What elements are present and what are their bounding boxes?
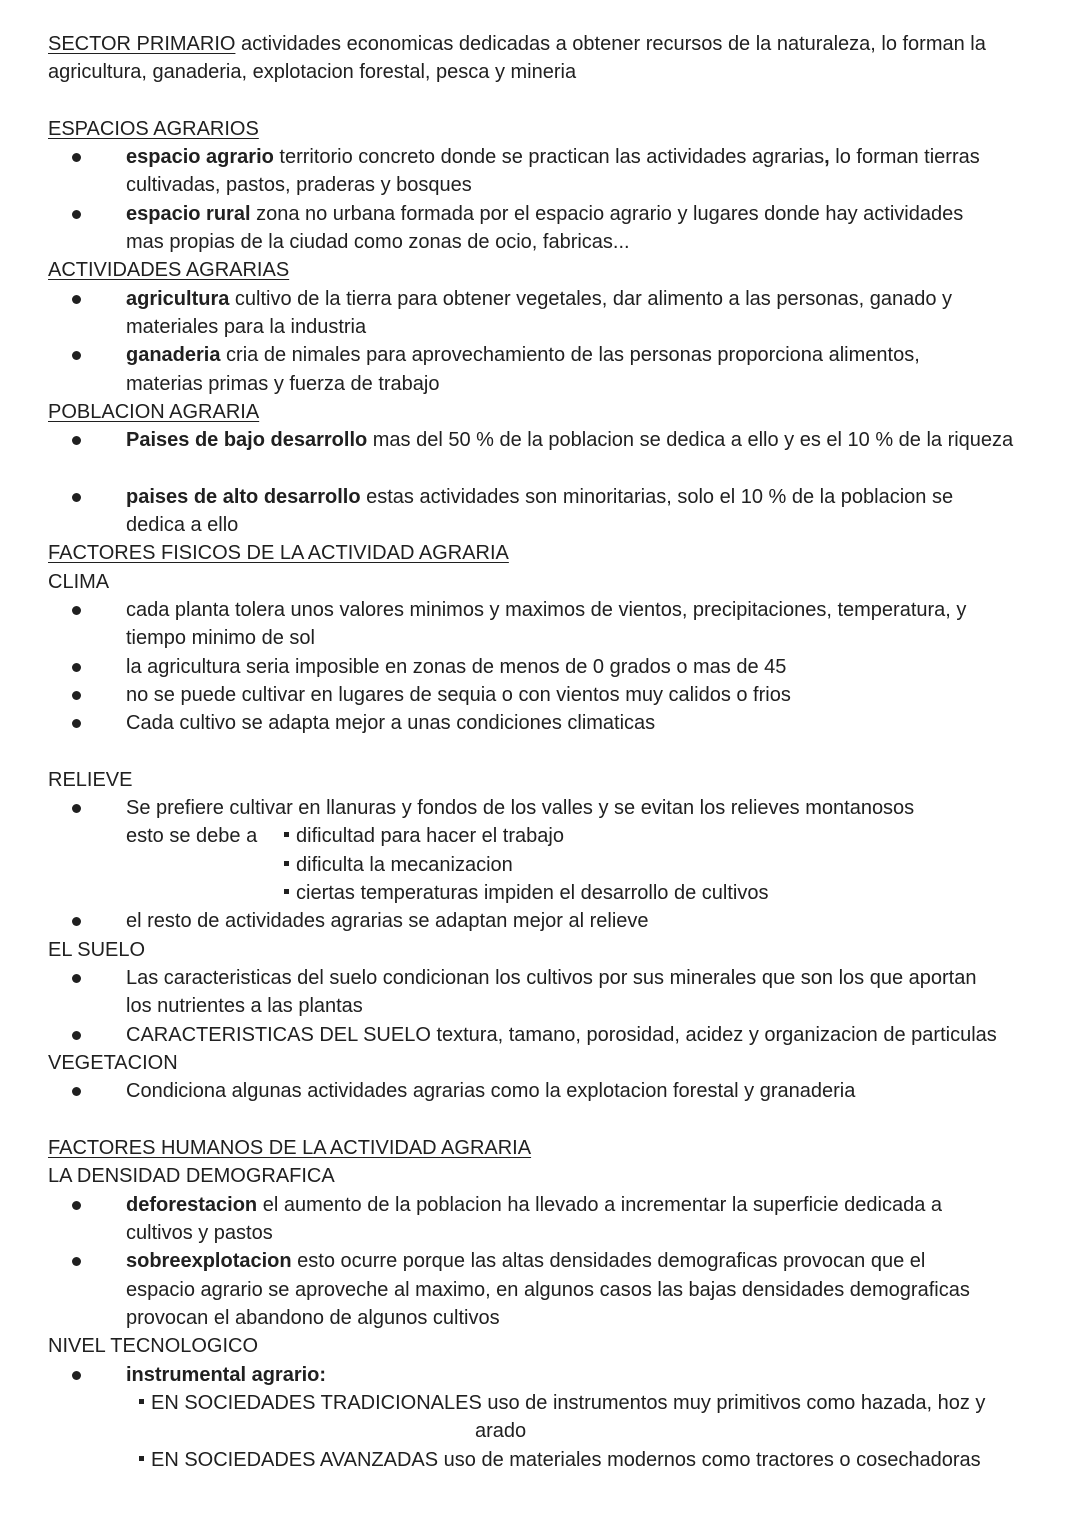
list-item: Cada cultivo se adapta mejor a unas condiciones climaticas: [126, 712, 656, 734]
item-text: esto ocurre porque las altas densidades demograficas provocan que el: [291, 1250, 926, 1272]
list-item-continuation: materias primas y fuerza de trabajo: [126, 373, 440, 395]
sub-item-text: dificulta la mecanizacion: [296, 854, 513, 876]
paragraph-text: agricultura, ganaderia: [48, 61, 242, 83]
bullet-icon: [72, 974, 81, 983]
list-item-continuation: espacio agrario se aproveche al maximo, en algunos casos las bajas densidades demograficas: [126, 1279, 970, 1301]
section-heading: FACTORES FISICOS DE LA ACTIVIDAD AGRARIA: [48, 542, 509, 564]
list-item: Se prefiere cultivar en llanuras y fondos de los valles y se evitan los relieves montanosos: [126, 797, 915, 819]
sub-item-text: EN SOCIEDADES TRADICIONALES uso de instrumentos muy primitivos como hazada, hoz y: [151, 1392, 986, 1414]
list-item: CARACTERISTICAS DEL SUELO textura, tamano, porosidad, acidez y organizacion de particulas: [126, 1024, 997, 1046]
term: deforestacion: [126, 1194, 258, 1216]
item-text: zona no urbana formada por el espacio agrario y lugares donde hay actividades: [250, 203, 964, 225]
bullet-icon: [72, 1371, 81, 1380]
subsection-heading: RELIEVE: [48, 769, 133, 791]
subsection-heading: EL SUELO: [48, 939, 146, 961]
term: espacio rural: [126, 203, 251, 225]
sub-list-item: [139, 1446, 981, 1474]
term: agricultura: [126, 288, 230, 310]
list-item-term: instrumental agrario:: [126, 1364, 327, 1386]
term: paises de alto desarrollo: [126, 486, 361, 508]
sub-list-item-continuation: arado: [475, 1420, 527, 1442]
square-bullet-icon: [139, 1456, 144, 1461]
list-item: [126, 200, 963, 228]
list-item: [126, 483, 953, 511]
list-item: [126, 341, 920, 369]
list-item: el resto de actividades agrarias se adaptan mejor al relieve: [126, 910, 649, 932]
sub-item-text: dificultad para hacer el trabajo: [296, 825, 564, 847]
bullet-icon: [72, 493, 81, 502]
list-item-continuation: dedica a ello: [126, 514, 239, 536]
subsection-heading: LA DENSIDAD DEMOGRAFICA: [48, 1165, 335, 1187]
list-item-continuation: provocan el abandono de algunos cultivos: [126, 1307, 500, 1329]
section-heading: ESPACIOS AGRARIOS: [48, 118, 259, 140]
bullet-icon: [72, 1031, 81, 1040]
subsection-heading: CLIMA: [48, 571, 110, 593]
section-heading: SECTOR PRIMARIO: [48, 33, 236, 55]
sub-list-item: [284, 851, 513, 879]
bullet-icon: [72, 719, 81, 728]
term: Paises de bajo desarrollo: [126, 429, 368, 451]
bullet-icon: [72, 917, 81, 926]
list-item: Condiciona algunas actividades agrarias como la explotacion forestal y granaderia: [126, 1080, 856, 1102]
square-bullet-icon: [284, 889, 289, 894]
bullet-icon: [72, 606, 81, 615]
list-item: cada planta tolera unos valores minimos y maximos de vientos, precipitaciones, temperatura, y: [126, 599, 967, 621]
list-item: [126, 1247, 925, 1275]
list-item-continuation: los nutrientes a las plantas: [126, 995, 363, 1017]
term: espacio agrario: [126, 146, 274, 168]
bullet-icon: [72, 691, 81, 700]
bullet-icon: [72, 436, 81, 445]
sub-list-item: [284, 879, 768, 907]
term: ganaderia: [126, 344, 221, 366]
list-item-continuation: cultivos y pastos: [126, 1222, 273, 1244]
intro-line-2: [48, 58, 576, 86]
paragraph-text: actividades economicas dedicadas a obtener recursos de la naturaleza, lo forman la: [235, 33, 986, 55]
list-item-continuation: esto se debe a: [126, 825, 258, 847]
square-bullet-icon: [284, 861, 289, 866]
bullet-icon: [72, 663, 81, 672]
item-text: el aumento de la poblacion ha llevado a incrementar la superficie dedicada a: [257, 1194, 943, 1216]
sub-list-item: [284, 822, 564, 850]
item-text: estas actividades son minoritarias, solo el 10 % de la poblacion se: [360, 486, 954, 508]
item-text: ,: [824, 146, 830, 168]
bullet-icon: [72, 351, 81, 360]
list-item: [126, 143, 980, 171]
sub-list-item: [139, 1389, 985, 1417]
list-item: no se puede cultivar en lugares de sequia o con vientos muy calidos o frios: [126, 684, 791, 706]
list-item-continuation: tiempo minimo de sol: [126, 627, 315, 649]
bullet-icon: [72, 295, 81, 304]
bullet-icon: [72, 804, 81, 813]
paragraph-text: , explotacion forestal, pesca y mineria: [241, 61, 577, 83]
item-text: cultivo de la tierra para obtener vegetales, dar alimento a las personas, ganado y: [229, 288, 953, 310]
list-item: [126, 426, 1013, 454]
term: sobreexplotacion: [126, 1250, 292, 1272]
list-item: [126, 285, 952, 313]
bullet-icon: [72, 1087, 81, 1096]
list-item-continuation: materiales para la industria: [126, 316, 367, 338]
section-heading: ACTIVIDADES AGRARIAS: [48, 259, 290, 281]
item-text: territorio concreto donde se practican las actividades agrarias: [273, 146, 825, 168]
item-text: cria de nimales para aprovechamiento de las personas proporciona alimentos,: [220, 344, 920, 366]
bullet-icon: [72, 1201, 81, 1210]
sub-item-text: ciertas temperaturas impiden el desarrollo de cultivos: [296, 882, 769, 904]
bullet-icon: [72, 1257, 81, 1266]
intro-line-1: [48, 30, 986, 58]
list-item-continuation: cultivadas, pastos, praderas y bosques: [126, 174, 472, 196]
item-text: mas del 50 % de la poblacion se dedica a ello y es el 10 % de la riqueza: [367, 429, 1014, 451]
list-item: [126, 1191, 942, 1219]
section-heading: FACTORES HUMANOS DE LA ACTIVIDAD AGRARIA: [48, 1137, 532, 1159]
list-item: la agricultura seria imposible en zonas de menos de 0 grados o mas de 45: [126, 656, 787, 678]
square-bullet-icon: [284, 832, 289, 837]
subsection-heading: VEGETACION: [48, 1052, 178, 1074]
item-text: lo forman tierras: [829, 146, 980, 168]
subsection-heading: NIVEL TECNOLOGICO: [48, 1335, 259, 1357]
sub-item-text: EN SOCIEDADES AVANZADAS uso de materiales modernos como tractores o cosechadoras: [151, 1449, 981, 1471]
bullet-icon: [72, 210, 81, 219]
list-item: Las caracteristicas del suelo condicionan los cultivos por sus minerales que son los que aportan: [126, 967, 977, 989]
square-bullet-icon: [139, 1399, 144, 1404]
bullet-icon: [72, 153, 81, 162]
list-item-continuation: mas propias de la ciudad como zonas de ocio, fabricas...: [126, 231, 630, 253]
section-heading: POBLACION AGRARIA: [48, 401, 260, 423]
